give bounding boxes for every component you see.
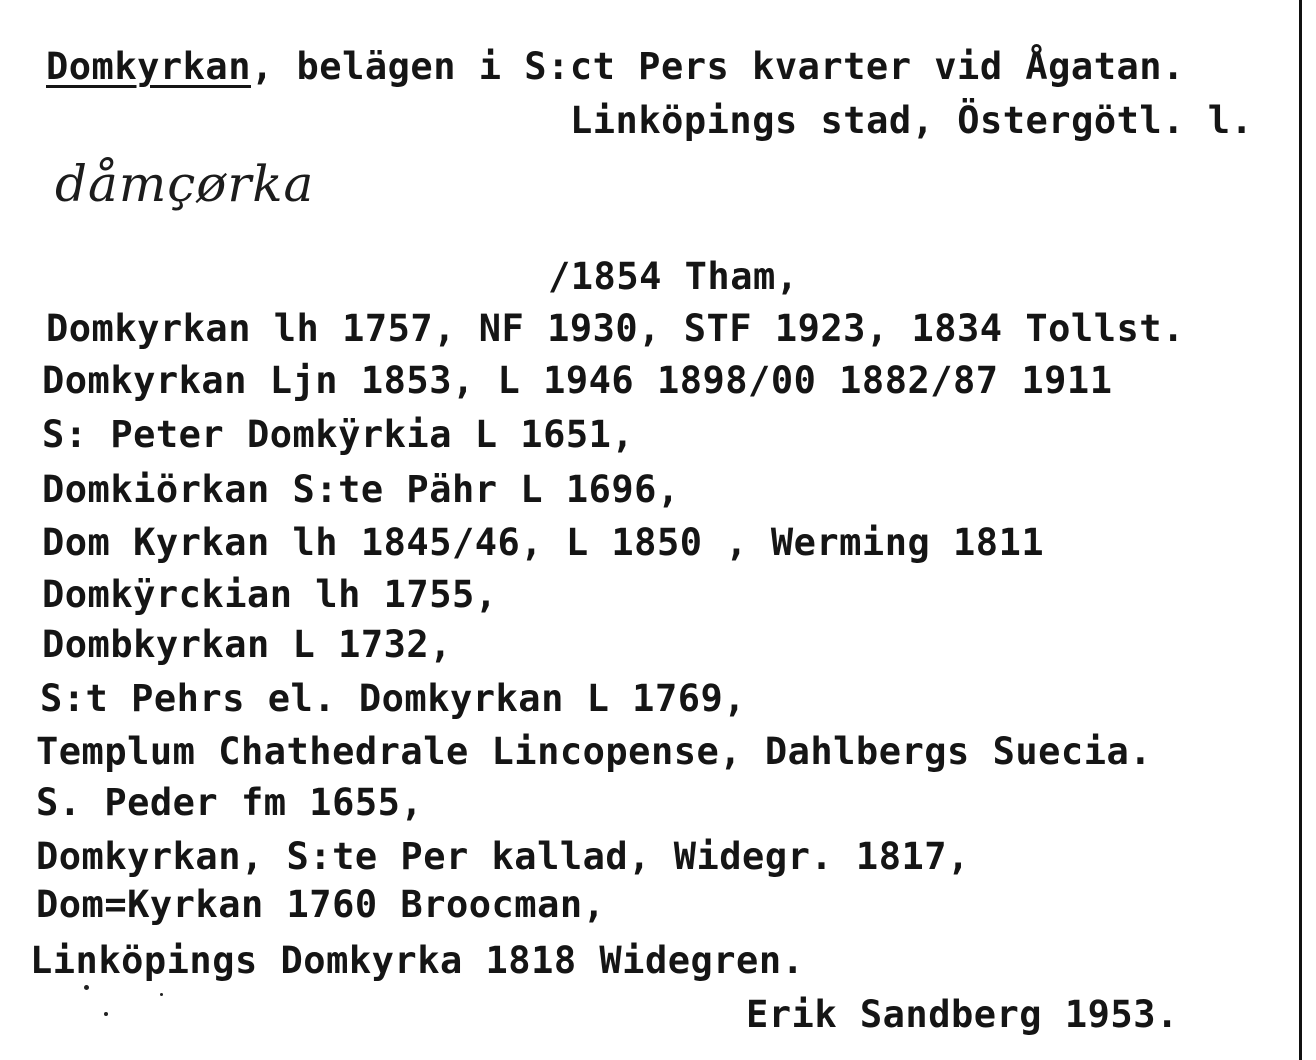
card-edge-line [1299,0,1302,1060]
signature: Erik Sandberg 1953. [746,993,1179,1036]
handwritten-note: dåmçørka [55,155,315,213]
entry-line: S:t Pehrs el. Domkyrkan L 1769, [40,677,747,720]
entry-line: Domkyrkan Ljn 1853, L 1946 1898/00 1882/87 1911 [42,359,1113,402]
entry-line: /1854 Tham, [548,255,799,298]
card-header-line-1 [46,45,1185,88]
ink-speck [104,1012,108,1016]
entry-line: Dom Kyrkan lh 1845/46, L 1850 , Werming 1811 [42,521,1045,564]
entry-line: S: Peter Domkÿrkia L 1651, [42,413,635,456]
entry-line: Dombkyrkan L 1732, [42,623,452,666]
ink-speck [84,985,89,990]
entry-line: Domkyrkan, S:te Per kallad, Widegr. 1817, [36,835,970,878]
entry-line: Domkÿrckian lh 1755, [42,573,498,616]
location-text: , belägen i S:ct Pers kvarter vid Ågatan. [250,45,1185,88]
entry-line: Linköpings Domkyrka 1818 Widegren. [30,939,805,982]
ink-speck [160,993,163,996]
entry-line: Domkyrkan lh 1757, NF 1930, STF 1923, 1834 Tollst. [46,307,1185,350]
card-header-line-2: Linköpings stad, Östergötl. l. [570,99,1254,142]
entry-line: Dom=Kyrkan 1760 Broocman, [36,883,606,926]
place-name: Domkyrkan [46,45,251,88]
entry-line: Domkiörkan S:te Pähr L 1696, [42,468,680,511]
entry-line: S. Peder fm 1655, [36,781,424,824]
entry-line: Templum Chathedrale Lincopense, Dahlbergs Suecia. [36,730,1153,773]
